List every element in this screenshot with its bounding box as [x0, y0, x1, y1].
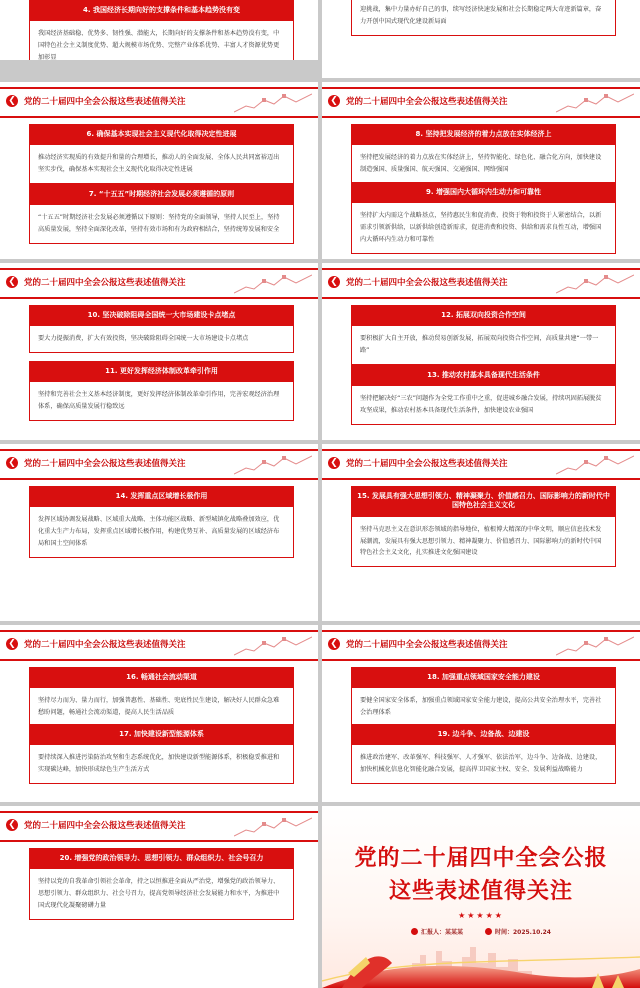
back-arrow-icon: ❮ [328, 276, 340, 288]
card-body: 推进政治建军、改革强军、科技强军、人才强军、依法治军，边斗争、边备战、边建设，加快机械化信息化智能化融合发展，提高捍卫国家主权、安全、发展利益战略能力 [351, 745, 616, 784]
great-wall-icon [234, 452, 312, 478]
cover-slide [322, 806, 640, 988]
card-20 [29, 848, 294, 920]
great-wall-icon [556, 452, 634, 478]
slide-3-right [322, 263, 640, 440]
slide-5-right [322, 625, 640, 802]
slide-header [0, 82, 318, 126]
card-body: 坚持扩大内需这个战略基点，坚持惠民生和促消费、投资于物和投资于人紧密结合，以新需求引领新供给，以新供给创造新需求，促进消费和投资、供给和需求良性互动，增强国内大循环内生动力和可靠性 [351, 203, 616, 253]
header-line [0, 840, 318, 842]
header-title: 党的二十届四中全会公报这些表述值得关注 [24, 459, 186, 469]
card-10 [29, 305, 294, 353]
city-skyline-icon [322, 933, 640, 988]
slide-1-right [322, 0, 640, 78]
card-body: 要大力提振消费，扩大有效投资，坚决破除阻碍全国统一大市场建设卡点堵点 [29, 326, 294, 353]
card-title: 9. 增强国内大循环内生动力和可靠性 [351, 182, 616, 203]
card-title: 8. 坚持把发展经济的着力点放在实体经济上 [351, 124, 616, 145]
card-body: 我国经济基础稳、优势多、韧性强、潜能大，长期向好的支撑条件和基本趋势没有变，中国特色社会主义制度优势、超大规模市场优势、完整产业体系优势、丰富人才资源优势更加彰显 [29, 21, 294, 60]
card-9 [351, 182, 616, 254]
header-line [322, 116, 640, 118]
header-line [322, 87, 640, 89]
header-line [0, 630, 318, 632]
header-line [322, 297, 640, 299]
header-line [0, 297, 318, 299]
card-body: 迎挑战，集中力量办好自己的事，续写经济快速发展和社会长期稳定两大奇迹新篇章，奋力开创中国式现代化建设新局面 [351, 0, 616, 36]
header-line [0, 116, 318, 118]
header-title: 党的二十届四中全会公报这些表述值得关注 [24, 97, 186, 107]
great-wall-icon [556, 271, 634, 297]
card-title: 10. 坚决破除阻碍全国统一大市场建设卡点堵点 [29, 305, 294, 326]
great-wall-icon [234, 633, 312, 659]
card-body: 坚持和完善社会主义基本经济制度，更好发挥经济体制改革牵引作用，完善宏观经济治理体系，确保高质量发展行稳致远 [29, 382, 294, 421]
card-body: 坚持以党的自我革命引领社会革命，持之以恒推进全面从严治党，增强党的政治领导力、思想引领力、群众组织力、社会号召力，提高党领导经济社会发展能力和水平，为推进中国式现代化凝聚磅礴力量 [29, 869, 294, 919]
slide-header [0, 806, 318, 850]
slide-header [0, 263, 318, 307]
slide-4-left [0, 444, 318, 621]
cover-title-line2: 这些表述值得关注 [388, 878, 573, 904]
header-title: 党的二十届四中全会公报这些表述值得关注 [346, 278, 508, 288]
card-title: 15. 发展具有强大思想引领力、精神凝聚力、价值感召力、国际影响力的新时代中国特色社会主义文化 [351, 486, 616, 517]
card-title: 7. “十五五”时期经济社会发展必须遵循的原则 [29, 184, 294, 205]
header-title: 党的二十届四中全会公报这些表述值得关注 [24, 640, 186, 650]
card-title: 14. 发挥重点区域增长极作用 [29, 486, 294, 507]
great-wall-icon [234, 271, 312, 297]
header-title: 党的二十届四中全会公报这些表述值得关注 [24, 278, 186, 288]
card-title: 19. 边斗争、边备战、边建设 [351, 724, 616, 745]
header-title: 党的二十届四中全会公报这些表述值得关注 [346, 97, 508, 107]
card-7 [29, 184, 294, 244]
card-15 [351, 486, 616, 567]
back-arrow-icon: ❮ [6, 95, 18, 107]
back-arrow-icon: ❮ [328, 457, 340, 469]
back-arrow-icon: ❮ [328, 95, 340, 107]
card-body: “十五五”时期经济社会发展必须遵循以下原则：坚持党的全面领导，坚持人民至上，坚持高质量发展，坚持全面深化改革，坚持有效市场和有为政府相结合，坚持统筹发展和安全 [29, 205, 294, 244]
card-body: 要持续深入推进污染防治攻坚和生态系统优化，加快建设新型能源体系，积极稳妥推进和实现碳达峰，加快形成绿色生产生活方式 [29, 745, 294, 784]
card-body: 要积极扩大自主开放，推动贸易创新发展，拓展双向投资合作空间，高质量共建“一带一路” [351, 326, 616, 365]
slide-3-left [0, 263, 318, 440]
card-12 [351, 305, 616, 365]
slide-header [322, 263, 640, 307]
back-arrow-icon: ❮ [328, 638, 340, 650]
card-body: 发挥区域协调发展战略、区域重大战略、主体功能区战略、新型城镇化战略叠加效应，优化重大生产力布局，发挥重点区域增长极作用，构建优势互补、高质量发展的区域经济布局和国土空间体系 [29, 507, 294, 557]
card-18 [351, 667, 616, 727]
card-title: 11. 更好发挥经济体制改革牵引作用 [29, 361, 294, 382]
card-body: 坚持马克思主义在意识形态领域的指导地位，植根博大精深的中华文明，顺应信息技术发展潮流，发展具有强大思想引领力、精神凝聚力、价值感召力、国际影响力的新时代中国特色社会主义文化，扎实推进文化强国建设 [351, 517, 616, 567]
star-row-icon: ★★★★★ [458, 911, 504, 920]
header-line [322, 449, 640, 451]
header-title: 党的二十届四中全会公报这些表述值得关注 [346, 640, 508, 650]
card-title: 12. 拓展双向投资合作空间 [351, 305, 616, 326]
card-body: 推动经济实现质的有效提升和量的合理增长，推动人的全面发展、全体人民共同富裕迈出坚实步伐，确保基本实现社会主义现代化取得决定性进展 [29, 145, 294, 184]
card-8 [351, 124, 616, 184]
slide-header [322, 444, 640, 488]
card-19 [351, 724, 616, 784]
slide-5-left [0, 625, 318, 802]
back-arrow-icon: ❮ [6, 638, 18, 650]
card-6 [29, 124, 294, 184]
cover-title-line1: 党的二十届四中全会公报 [354, 845, 608, 871]
card-body: 坚持把发展经济的着力点放在实体经济上，坚持智能化、绿色化、融合化方向，加快建设制造强国、质量强国、航天强国、交通强国、网络强国 [351, 145, 616, 184]
header-line [0, 449, 318, 451]
card-body: 坚持尽力而为、量力而行，加强普惠性、基础性、兜底性民生建设，解决好人民群众急难愁盼问题，畅通社会流动渠道，提高人民生活品质 [29, 688, 294, 727]
header-title: 党的二十届四中全会公报这些表述值得关注 [24, 821, 186, 831]
header-line [0, 268, 318, 270]
great-wall-icon [234, 90, 312, 116]
header-title: 党的二十届四中全会公报这些表述值得关注 [346, 459, 508, 469]
header-line [0, 478, 318, 480]
header-line [322, 659, 640, 661]
slide-2-right [322, 82, 640, 259]
header-line [322, 478, 640, 480]
slide-header [322, 625, 640, 669]
card-14 [29, 486, 294, 558]
card-13 [351, 365, 616, 425]
back-arrow-icon: ❮ [6, 819, 18, 831]
slide-1-left [0, 0, 318, 60]
card-title: 4. 我国经济长期向好的支撑条件和基本趋势没有变 [29, 0, 294, 21]
card-title: 13. 推动农村基本具备现代生活条件 [351, 365, 616, 386]
card-11 [29, 361, 294, 421]
card-title: 17. 加快建设新型能源体系 [29, 724, 294, 745]
card-17 [29, 724, 294, 784]
reporter-label: 汇报人：某某某 [421, 929, 464, 936]
card-4 [29, 0, 294, 60]
header-line [0, 659, 318, 661]
card-title: 18. 加强重点领域国家安全能力建设 [351, 667, 616, 688]
card-title: 20. 增强党的政治领导力、思想引领力、群众组织力、社会号召力 [29, 848, 294, 869]
header-line [0, 87, 318, 89]
great-wall-icon [556, 633, 634, 659]
card-body: 要健全国家安全体系，加强重点领域国家安全能力建设，提高公共安全治理水平，完善社会治理体系 [351, 688, 616, 727]
card-5-tail [351, 0, 616, 36]
card-title: 6. 确保基本实现社会主义现代化取得决定性进展 [29, 124, 294, 145]
back-arrow-icon: ❮ [6, 457, 18, 469]
card-title: 16. 畅通社会流动渠道 [29, 667, 294, 688]
slide-4-right [322, 444, 640, 621]
slide-header [0, 444, 318, 488]
date-label: 时间：2025.10.24 [494, 929, 551, 936]
back-arrow-icon: ❮ [6, 276, 18, 288]
slide-header [0, 625, 318, 669]
slide-header [322, 82, 640, 126]
header-line [0, 811, 318, 813]
card-body: 坚持把解决好“三农”问题作为全党工作重中之重，促进城乡融合发展，持续巩固拓展脱贫攻坚成果，推动农村基本具备现代生活条件，加快建设农业强国 [351, 386, 616, 425]
header-line [322, 268, 640, 270]
great-wall-icon [234, 814, 312, 840]
slide-6-left [0, 806, 318, 988]
header-line [322, 630, 640, 632]
slide-2-left [0, 82, 318, 259]
card-16 [29, 667, 294, 727]
great-wall-icon [556, 90, 634, 116]
